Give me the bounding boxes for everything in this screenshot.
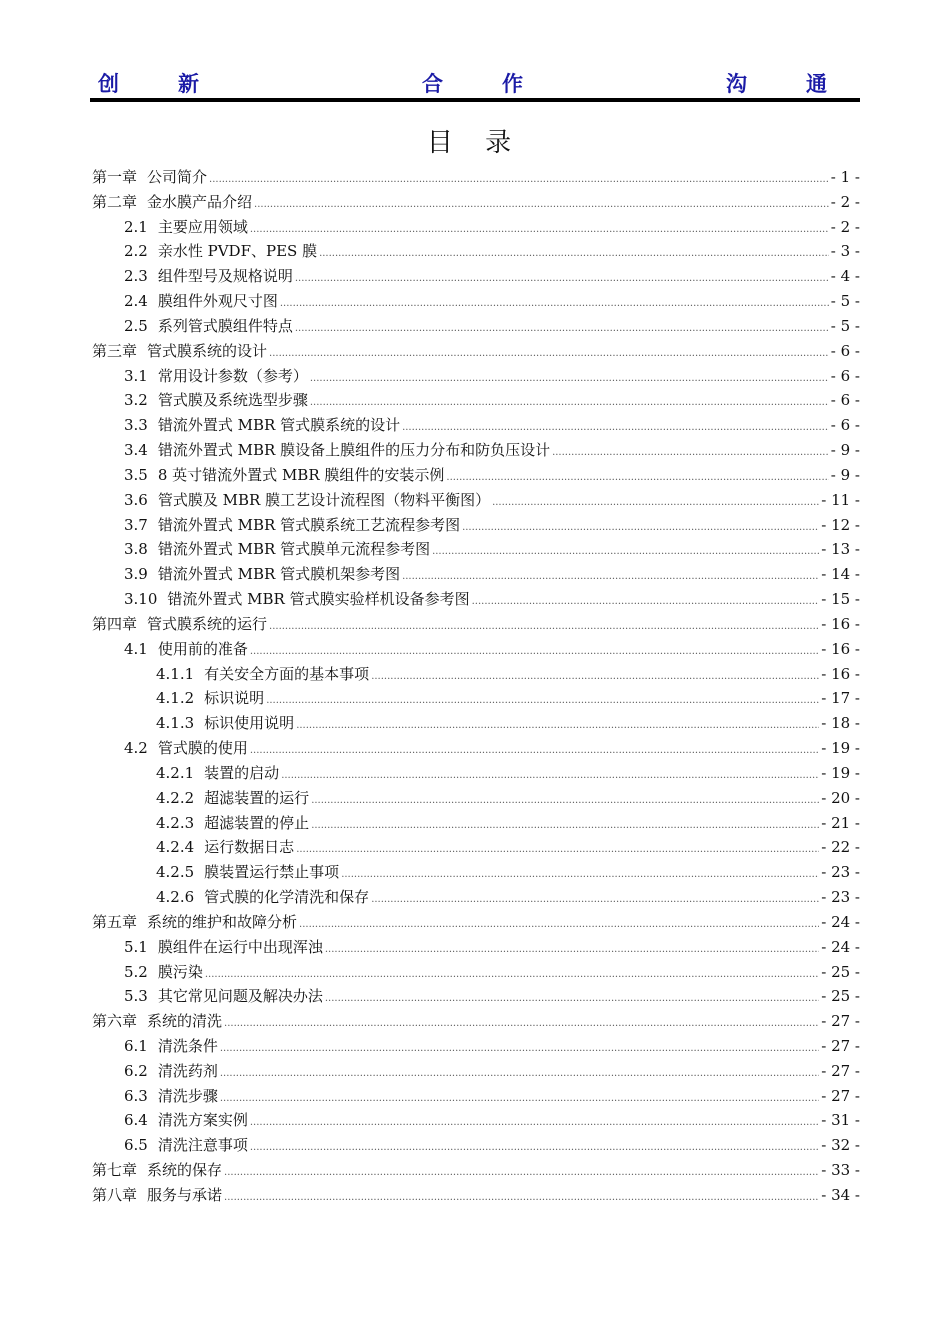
toc-leader-dots	[220, 1059, 819, 1087]
header-word: 作	[502, 72, 523, 96]
toc-entry-number: 第二章	[92, 192, 138, 211]
toc-entry-number: 3.1	[124, 366, 148, 385]
toc-leader-dots	[224, 1183, 819, 1211]
toc-entry-number: 4.2.2	[156, 788, 195, 807]
toc-leader-dots	[250, 1133, 819, 1161]
toc-page-number: - 2 -	[830, 192, 860, 211]
toc-leader-dots	[552, 438, 829, 466]
toc-entry-title: 管式膜及 MBR 膜工艺设计流程图（物料平衡图）	[157, 490, 491, 509]
toc-entry-number: 2.2	[124, 242, 148, 261]
toc-entry-number: 第一章	[92, 168, 138, 186]
toc-page-number: - 2 -	[830, 217, 860, 236]
toc-page-number: - 16 -	[821, 639, 860, 658]
toc-entry[interactable]	[92, 1158, 860, 1183]
toc-leader-dots	[325, 984, 819, 1012]
toc-entry[interactable]	[92, 711, 860, 736]
toc-leader-dots	[310, 364, 829, 392]
toc-entry[interactable]	[92, 513, 860, 538]
toc-entry-title: 膜装置运行禁止事项	[204, 863, 340, 882]
toc-leader-dots	[250, 215, 829, 243]
toc-entry[interactable]	[92, 686, 860, 711]
toc-page-number: - 33 -	[821, 1161, 860, 1180]
toc-entry-title: 超滤装置的停止	[204, 813, 310, 832]
toc-page-number: - 6 -	[830, 391, 860, 410]
toc-entry[interactable]	[92, 339, 860, 364]
toc-leader-dots	[250, 1108, 819, 1136]
toc-entry-title: 使用前的准备	[157, 639, 248, 658]
toc-leader-dots	[371, 662, 819, 690]
toc-entry-number: 5.2	[124, 962, 148, 981]
toc-leader-dots	[250, 637, 819, 665]
toc-entry-title: 管式膜的化学清洗和保存	[204, 888, 370, 907]
toc-entry-number: 4.1.1	[156, 664, 195, 683]
toc-entry-title: 标识说明	[204, 689, 265, 708]
header-word: 创	[98, 72, 119, 96]
toc-page-number: - 1 -	[830, 168, 860, 186]
toc-entry[interactable]	[92, 984, 860, 1009]
toc-leader-dots	[311, 786, 819, 814]
toc-entry[interactable]	[92, 488, 860, 513]
toc-entry-number: 3.7	[124, 515, 148, 534]
toc-entry-title: 清洗药剂	[157, 1061, 218, 1080]
toc-page-number: - 11 -	[821, 490, 860, 509]
toc-entry-number: 5.3	[124, 987, 148, 1006]
header-word: 通	[806, 72, 827, 96]
toc-entry-title: 系列管式膜组件特点	[157, 316, 293, 335]
toc-entry[interactable]	[92, 215, 860, 240]
toc-entry[interactable]	[92, 811, 860, 836]
toc-leader-dots	[295, 264, 829, 292]
toc-leader-dots	[254, 190, 829, 218]
toc-entry-number: 6.3	[124, 1086, 148, 1105]
toc-entry[interactable]	[92, 314, 860, 339]
toc-leader-dots	[432, 537, 819, 565]
toc-page-number: - 25 -	[821, 962, 860, 981]
toc-leader-dots	[402, 562, 819, 590]
toc-entry[interactable]	[92, 289, 860, 314]
toc-entry-number: 第六章	[92, 1012, 138, 1031]
toc-leader-dots	[325, 935, 819, 963]
toc-leader-dots	[446, 463, 828, 491]
toc-page-number: - 27 -	[821, 1061, 860, 1080]
toc-entry-number: 第四章	[92, 614, 138, 633]
toc-entry-title: 运行数据日志	[204, 838, 295, 857]
toc-entry[interactable]	[92, 786, 860, 811]
toc-entry[interactable]	[92, 190, 860, 215]
toc-leader-dots	[296, 711, 819, 739]
toc-page-number: - 17 -	[821, 689, 860, 708]
toc-entry-number: 4.2.6	[156, 888, 195, 907]
toc-leader-dots	[280, 289, 829, 317]
toc-leader-dots	[224, 1158, 819, 1186]
toc-entry[interactable]	[92, 1133, 860, 1158]
toc-entry-number: 3.2	[124, 391, 148, 410]
toc-entry[interactable]	[92, 860, 860, 885]
toc-page-number: - 5 -	[830, 292, 860, 311]
header-word: 新	[178, 72, 199, 96]
toc-entry[interactable]	[92, 1034, 860, 1059]
toc-entry[interactable]	[92, 835, 860, 860]
toc-entry[interactable]	[92, 463, 860, 488]
toc-leader-dots	[462, 513, 819, 541]
toc-entry-title: 标识使用说明	[204, 714, 295, 733]
toc-entry-title: 常用设计参数（参考）	[157, 366, 308, 385]
toc-leader-dots	[319, 239, 829, 267]
toc-page-number: - 32 -	[821, 1136, 860, 1155]
toc-page-number: - 5 -	[830, 316, 860, 335]
toc-entry-title: 管式膜及系统选型步骤	[157, 391, 308, 410]
toc-entry-number: 4.1.2	[156, 689, 195, 708]
toc-entry[interactable]	[92, 239, 860, 264]
toc-page-number: - 12 -	[821, 515, 860, 534]
toc-entry-number: 第八章	[92, 1185, 138, 1204]
toc-leader-dots	[224, 1009, 819, 1037]
toc-entry-number: 4.2.5	[156, 863, 195, 882]
toc-entry-title: 装置的启动	[204, 763, 280, 782]
toc-page-number: - 15 -	[821, 590, 860, 609]
toc-entry[interactable]	[92, 413, 860, 438]
toc-entry-title: 清洗步骤	[157, 1086, 218, 1105]
toc-page-number: - 27 -	[821, 1086, 860, 1105]
toc-leader-dots	[220, 1034, 819, 1062]
toc-leader-dots	[295, 314, 829, 342]
toc-entry[interactable]	[92, 438, 860, 463]
toc-entry[interactable]	[92, 662, 860, 687]
toc-entry-title: 错流外置式 MBR 管式膜系统工艺流程参考图	[157, 515, 461, 534]
toc-page-number: - 9 -	[830, 465, 860, 484]
toc-entry-number: 5.1	[124, 937, 148, 956]
toc-page-number: - 24 -	[821, 937, 860, 956]
toc-page-number: - 6 -	[830, 366, 860, 385]
toc-page-number: - 16 -	[821, 664, 860, 683]
toc-page-number: - 23 -	[821, 888, 860, 907]
toc-entry-title: 公司简介	[147, 168, 208, 186]
toc-entry-number: 4.1.3	[156, 714, 195, 733]
toc-entry[interactable]	[92, 537, 860, 562]
toc-entry-number: 2.4	[124, 292, 148, 311]
toc-entry-title: 有关安全方面的基本事项	[204, 664, 370, 683]
toc-entry-title: 系统的清洗	[147, 1012, 223, 1031]
toc-entry[interactable]	[92, 612, 860, 637]
toc-page-number: - 19 -	[821, 739, 860, 758]
toc-entry-title: 组件型号及规格说明	[157, 267, 293, 286]
toc-entry-title: 主要应用领域	[157, 217, 248, 236]
toc-leader-dots	[269, 612, 819, 640]
toc-leader-dots	[299, 910, 819, 938]
toc-entry-number: 3.3	[124, 416, 148, 435]
toc-entry-number: 4.2.3	[156, 813, 195, 832]
toc-entry-number: 6.1	[124, 1036, 148, 1055]
toc-leader-dots	[472, 587, 820, 615]
header-word: 沟	[726, 72, 747, 96]
header-rule	[90, 98, 860, 102]
toc-entry-number: 第七章	[92, 1161, 138, 1180]
toc-page-number: - 24 -	[821, 912, 860, 931]
toc-leader-dots	[310, 388, 829, 416]
toc-entry-number: 6.4	[124, 1111, 148, 1130]
toc-entry[interactable]	[92, 562, 860, 587]
toc-entry[interactable]	[92, 264, 860, 289]
toc-entry[interactable]	[92, 388, 860, 413]
toc-title: 目 录	[426, 128, 524, 158]
toc-leader-dots	[205, 960, 819, 988]
toc-leader-dots	[266, 686, 819, 714]
toc-entry-title: 系统的保存	[147, 1161, 223, 1180]
toc-leader-dots	[402, 413, 829, 441]
page-header	[92, 62, 860, 98]
toc-page-number: - 22 -	[821, 838, 860, 857]
header-word: 合	[422, 72, 443, 96]
toc-page-number: - 3 -	[830, 242, 860, 261]
toc-entry-title: 清洗注意事项	[157, 1136, 248, 1155]
toc-entry-number: 4.2	[124, 739, 148, 758]
toc-entry[interactable]	[92, 761, 860, 786]
toc-page-number: - 18 -	[821, 714, 860, 733]
toc-entry-title: 清洗条件	[157, 1036, 218, 1055]
toc-entry-title: 亲水性 PVDF、PES 膜	[157, 242, 318, 261]
toc-entry-title: 金水膜产品介绍	[147, 192, 253, 211]
toc-entry-title: 系统的维护和故障分析	[147, 912, 298, 931]
toc-entry-title: 管式膜的使用	[157, 739, 248, 758]
toc-entry-title: 膜污染	[157, 962, 203, 981]
toc-entry-number: 2.3	[124, 267, 148, 286]
toc-page-number: - 23 -	[821, 863, 860, 882]
toc-entry-title: 错流外置式 MBR 管式膜实验样机设备参考图	[167, 590, 470, 609]
toc-entry-title: 错流外置式 MBR 管式膜单元流程参考图	[157, 540, 431, 559]
toc-entry-number: 3.10	[124, 590, 158, 609]
toc-entry-number: 3.4	[124, 441, 148, 460]
toc-entry[interactable]	[92, 587, 860, 612]
toc-entry-number: 2.1	[124, 217, 148, 236]
toc-page-number: - 27 -	[821, 1012, 860, 1031]
toc-entry-number: 3.8	[124, 540, 148, 559]
toc-entry-title: 8 英寸错流外置式 MBR 膜组件的安装示例	[157, 465, 445, 484]
toc-entry-title: 管式膜系统的设计	[147, 341, 268, 360]
toc-entry-number: 6.2	[124, 1061, 148, 1080]
toc-entry-number: 2.5	[124, 316, 148, 335]
toc-entry[interactable]	[92, 364, 860, 389]
toc-entry-number: 第五章	[92, 912, 138, 931]
toc-entry[interactable]	[92, 1084, 860, 1109]
toc-entry-number: 6.5	[124, 1136, 148, 1155]
toc-leader-dots	[341, 860, 819, 888]
toc-entry-number: 3.6	[124, 490, 148, 509]
toc-page-number: - 21 -	[821, 813, 860, 832]
toc-leader-dots	[220, 1084, 819, 1112]
toc-entry-number: 4.1	[124, 639, 148, 658]
toc-entry[interactable]	[92, 736, 860, 761]
toc-entry[interactable]	[92, 1108, 860, 1133]
toc-entry-title: 清洗方案实例	[157, 1111, 248, 1130]
toc-entry[interactable]	[92, 910, 860, 935]
toc-entry[interactable]	[92, 885, 860, 910]
toc-page-number: - 34 -	[821, 1185, 860, 1204]
toc-entry[interactable]	[92, 935, 860, 960]
toc-page-number: - 25 -	[821, 987, 860, 1006]
toc-entry-title: 错流外置式 MBR 管式膜机架参考图	[157, 565, 401, 584]
toc-entry-title: 错流外置式 MBR 膜设备上膜组件的压力分布和防负压设计	[157, 441, 551, 460]
toc-entry[interactable]	[92, 637, 860, 662]
toc-page-number: - 16 -	[821, 614, 860, 633]
toc-page-number: - 14 -	[821, 565, 860, 584]
toc-leader-dots	[209, 165, 829, 193]
toc-entry-title: 膜组件外观尺寸图	[157, 292, 278, 311]
toc-leader-dots	[371, 885, 819, 913]
toc-entry-number: 第三章	[92, 341, 138, 360]
toc-entry-number: 3.5	[124, 465, 148, 484]
toc-entry-number: 4.2.1	[156, 763, 195, 782]
toc-page-number: - 6 -	[830, 341, 860, 360]
toc-page-number: - 9 -	[830, 441, 860, 460]
toc-entry[interactable]	[92, 1183, 860, 1208]
toc-page-number: - 4 -	[830, 267, 860, 286]
toc-leader-dots	[269, 339, 829, 367]
toc-entry[interactable]	[92, 1059, 860, 1084]
toc-entry[interactable]	[92, 165, 860, 190]
toc-entry-title: 超滤装置的运行	[204, 788, 310, 807]
toc-leader-dots	[250, 736, 819, 764]
toc-leader-dots	[311, 811, 819, 839]
toc-entry-title: 其它常见问题及解决办法	[157, 987, 323, 1006]
toc-leader-dots	[296, 835, 819, 863]
toc-entry-title: 膜组件在运行中出现浑浊	[157, 937, 323, 956]
toc-page-number: - 31 -	[821, 1111, 860, 1130]
toc-page-number: - 27 -	[821, 1036, 860, 1055]
toc-entry[interactable]	[92, 1009, 860, 1034]
toc-entry-number: 4.2.4	[156, 838, 195, 857]
toc-entry-title: 错流外置式 MBR 管式膜系统的设计	[157, 416, 401, 435]
toc-leader-dots	[492, 488, 819, 516]
toc-page-number: - 13 -	[821, 540, 860, 559]
toc-leader-dots	[281, 761, 819, 789]
toc-entry-title: 服务与承诺	[147, 1185, 223, 1204]
toc-page-number: - 19 -	[821, 763, 860, 782]
toc-entry-number: 3.9	[124, 565, 148, 584]
toc-entry[interactable]	[92, 960, 860, 985]
toc-page-number: - 20 -	[821, 788, 860, 807]
toc-entry-title: 管式膜系统的运行	[147, 614, 268, 633]
toc-page-number: - 6 -	[830, 416, 860, 435]
table-of-contents	[92, 165, 860, 1208]
